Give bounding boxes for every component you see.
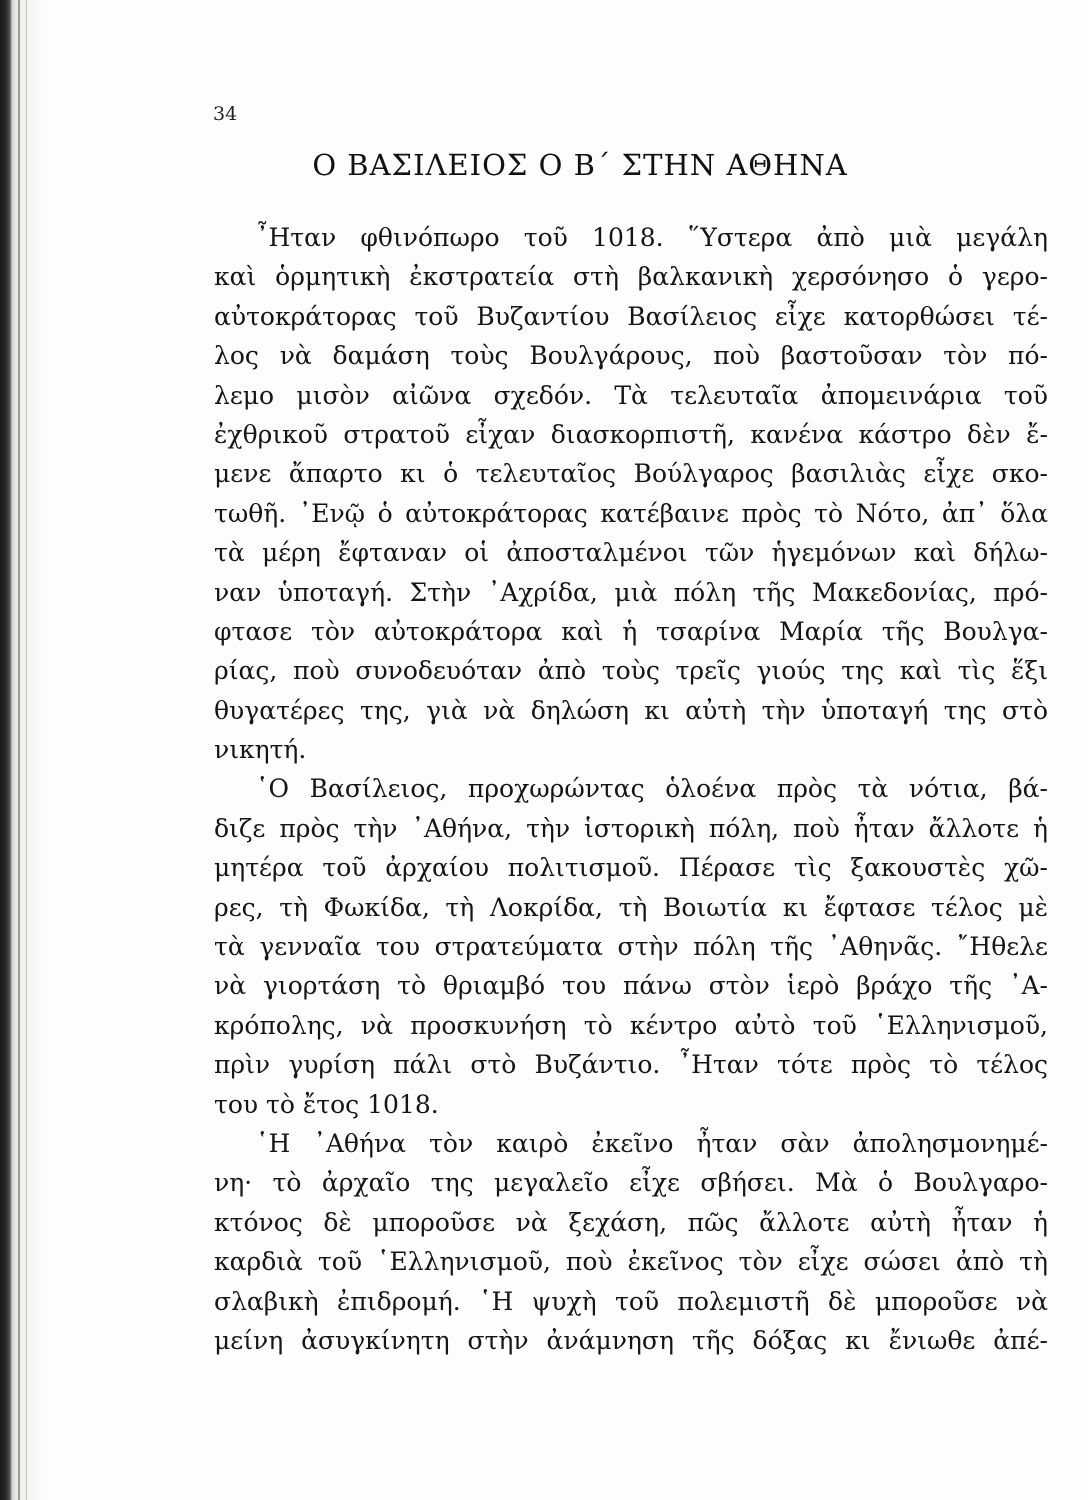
text-line: μενε ἄπαρτο κι ὁ τελευταῖος Βούλγαρος βασιλιὰς εἶχε σκο- [214,459,1048,489]
text-line: καὶ ὁρμητικὴ ἐκστρατεία στὴ βαλκανικὴ χερσόνησο ὁ γερο- [214,262,1048,292]
text-line: μείνη ἀσυγκίνητη στὴν ἀνάμνηση τῆς δόξας κι ἔνιωθε ἀπέ- [214,1325,1048,1355]
text-line: κρόπολης, νὰ προσκυνήση τὸ κέντρο αὐτὸ τοῦ ῾Ελληνισμοῦ, [214,1010,1048,1040]
text-line: νὰ γιορτάση τὸ θριαμβό του πάνω στὸν ἱερὸ βράχο τῆς ᾿Α- [214,971,1048,1001]
text-line: σλαβικὴ ἐπιδρομή. ῾Η ψυχὴ τοῦ πολεμιστῆ δὲ μποροῦσε νὰ [214,1286,1048,1316]
page-number: 34 [213,103,238,125]
text-line: καρδιὰ τοῦ ῾Ελληνισμοῦ, ποὺ ἐκεῖνος τὸν εἶχε σώσει ἀπὸ τὴ [214,1247,1048,1277]
chapter-title: Ο ΒΑΣΙΛΕΙΟΣ Ο Β΄ ΣΤΗΝ ΑΘΗΝΑ [312,148,848,182]
text-line: διζε πρὸς τὴν ᾿Αθήνα, τὴν ἱστορικὴ πόλη, ποὺ ἦταν ἄλλοτε ἡ [214,813,1048,843]
text-line: ῏Ηταν φθινόπωρο τοῦ 1018. ῞Υστερα ἀπὸ μιὰ μεγάλη [256,223,1048,252]
book-binding-edge [0,0,44,1500]
text-line: τὰ μέρη ἔφταναν οἱ ἀποσταλμένοι τῶν ἡγεμόνων καὶ δήλω- [214,538,1048,568]
text-line: ρίας, ποὺ συνοδευόταν ἀπὸ τοὺς τρεῖς γιούς της καὶ τὶς ἕξι [214,656,1048,686]
text-line: ῾Η ᾿Αθήνα τὸν καιρὸ ἐκεῖνο ἦταν σὰν ἀπολησμονημέ- [256,1128,1048,1158]
page-edge-line [18,0,20,1500]
text-line: θυγατέρες της, γιὰ νὰ δηλώση κι αὐτὴ τὴν ὑποταγή της στὸ [214,695,1048,725]
text-line: νικητή. [214,735,307,765]
text-line: του τὸ ἔτος 1018. [214,1089,439,1119]
page-edge-line [26,0,27,1500]
text-line: τὰ γενναῖα του στρατεύματα στὴν πόλη τῆς ᾿Αθηνᾶς. ῎Ηθελε [214,932,1048,962]
body-text [214,218,1048,1360]
text-line: πρὶν γυρίση πάλι στὸ Βυζάντιο. ῏Ηταν τότε πρὸς τὸ τέλος [214,1050,1048,1080]
text-line: τωθῆ. ᾿Ενῷ ὁ αὐτοκράτορας κατέβαινε πρὸς τὸ Νότο, ἀπ᾿ ὅλα [214,498,1048,528]
text-line: κτόνος δὲ μποροῦσε νὰ ξεχάση, πῶς ἄλλοτε αὐτὴ ἦταν ἡ [214,1207,1048,1237]
text-line: λος νὰ δαμάση τοὺς Βουλγάρους, ποὺ βαστοῦσαν τὸν πό- [214,341,1048,371]
text-line: μητέρα τοῦ ἀρχαίου πολιτισμοῦ. Πέρασε τὶς ξακουστὲς χῶ- [214,853,1048,883]
text-line: λεμο μισὸν αἰῶνα σχεδόν. Τὰ τελευταῖα ἀπομεινάρια τοῦ [214,380,1048,410]
text-line: ἐχθρικοῦ στρατοῦ εἶχαν διασκορπιστῆ, κανένα κάστρο δὲν ἔ- [214,419,1048,449]
text-line: ῾Ο Βασίλειος, προχωρώντας ὁλοένα πρὸς τὰ νότια, βά- [256,774,1048,804]
text-line: αὐτοκράτορας τοῦ Βυζαντίου Βασίλειος εἶχε κατορθώσει τέ- [214,301,1048,331]
text-line: φτασε τὸν αὐτοκράτορα καὶ ἡ τσαρίνα Μαρία τῆς Βουλγα- [214,616,1048,646]
text-line: ρες, τὴ Φωκίδα, τὴ Λοκρίδα, τὴ Βοιωτία κι ἔφτασε τέλος μὲ [214,892,1048,922]
text-line: ναν ὑποταγή. Στὴν ᾿Αχρίδα, μιὰ πόλη τῆς Μακεδονίας, πρό- [214,577,1048,607]
text-line: νη· τὸ ἀρχαῖο της μεγαλεῖο εἶχε σβήσει. Μὰ ὁ Βουλγαρο- [214,1168,1048,1198]
